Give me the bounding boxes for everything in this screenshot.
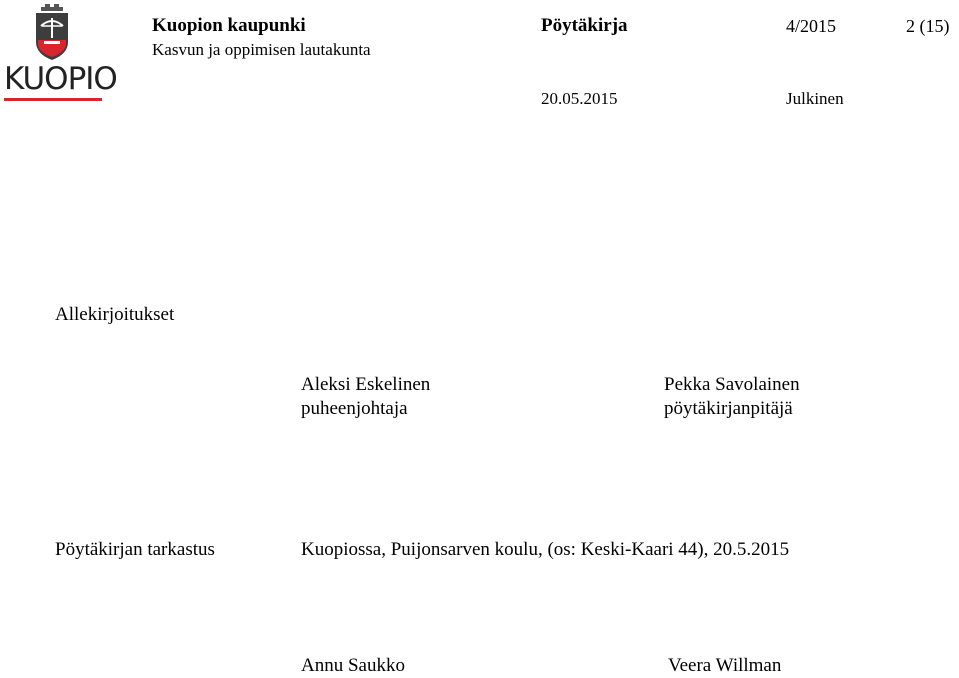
kuopio-logo — [4, 4, 117, 102]
logo-wordmark: KUOPIO — [4, 61, 117, 97]
chair-role: puheenjohtaja — [301, 398, 408, 419]
signatures-heading: Allekirjoitukset — [55, 304, 175, 325]
publicity-status: Julkinen — [786, 89, 844, 108]
reviewer-name: Veera Willman — [668, 655, 782, 676]
logo-underline — [4, 98, 102, 101]
document-number: 4/2015 — [786, 16, 837, 36]
document-type: Pöytäkirja — [541, 15, 628, 36]
meeting-date: 20.05.2015 — [541, 89, 618, 108]
review-place-date: Kuopiossa, Puijonsarven koulu, (os: Keski-Kaari 44), 20.5.2015 — [301, 539, 790, 560]
organization-name: Kuopion kaupunki — [152, 15, 306, 36]
page-number: 2 (15) — [906, 16, 950, 36]
board-name: Kasvun ja oppimisen lautakunta — [152, 40, 371, 59]
kuopio-coat-of-arms-icon — [4, 4, 104, 64]
reviewer-name: Annu Saukko — [301, 655, 405, 676]
secretary-role: pöytäkirjanpitäjä — [664, 398, 793, 419]
secretary-name: Pekka Savolainen — [664, 374, 800, 395]
chair-name: Aleksi Eskelinen — [301, 374, 431, 395]
review-label: Pöytäkirjan tarkastus — [55, 539, 215, 560]
